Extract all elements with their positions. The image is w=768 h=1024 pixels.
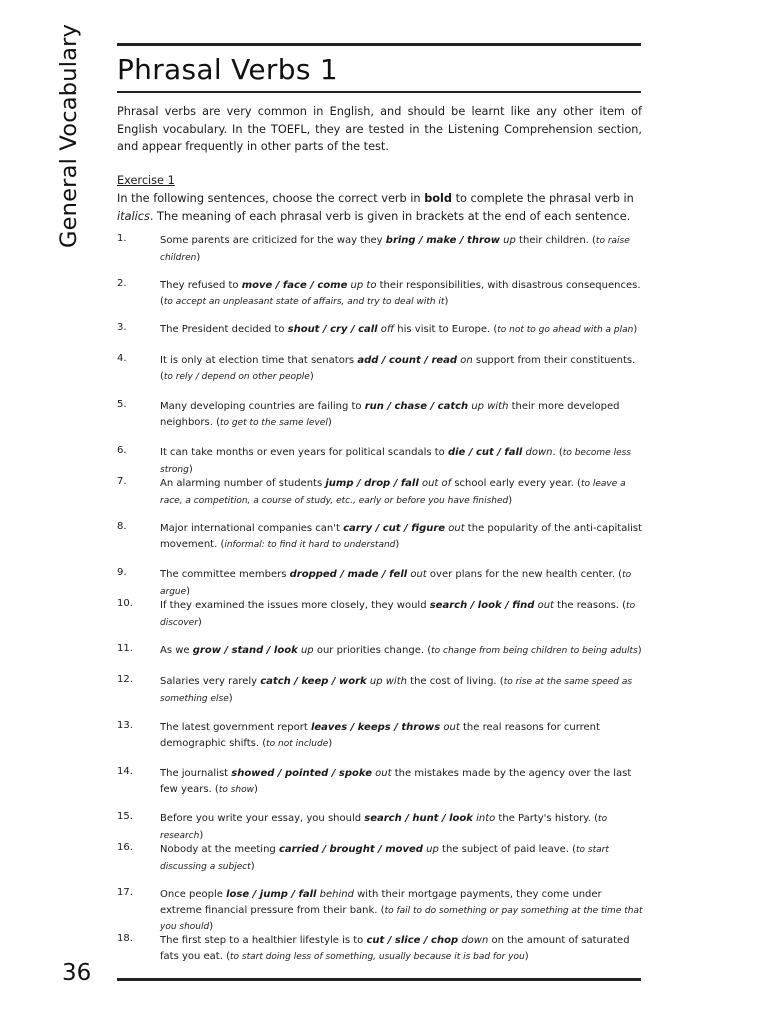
- item-sentence: [160, 567, 645, 600]
- particle: out: [371, 768, 392, 779]
- text-run: over plans for the new health center. (: [426, 569, 623, 580]
- meaning-gloss: informal: to find it hard to understand: [224, 539, 396, 550]
- item-number: 6.: [117, 445, 127, 456]
- text-run: ): [186, 585, 191, 597]
- text-run: with their mortgage payments, they come under extreme financial pressure from their bank. (: [160, 889, 602, 916]
- exercise-instructions: [117, 190, 657, 225]
- particle: out: [534, 600, 554, 611]
- text-run: their responsibilities, with disastrous consequences. (: [160, 280, 641, 307]
- item-sentence: [160, 766, 645, 798]
- item-number: 5.: [117, 399, 127, 410]
- meaning-gloss: to research: [160, 814, 608, 841]
- top-rule: [117, 43, 641, 46]
- verb-choices: bring / make / throw: [385, 235, 500, 246]
- particle: up: [422, 844, 439, 855]
- text-run: the subject of paid leave. (: [438, 844, 577, 855]
- meaning-gloss: to accept an unpleasant state of affairs, and try to deal with it: [163, 296, 445, 307]
- text-run: ): [395, 538, 400, 550]
- meaning-gloss: to get to the same level: [220, 417, 328, 428]
- meaning-gloss: to discover: [160, 601, 636, 628]
- meaning-gloss: to argue: [160, 570, 632, 597]
- meaning-gloss: to not include: [266, 738, 329, 749]
- verb-choices: cut / slice / chop: [366, 935, 459, 946]
- item-sentence: [160, 674, 645, 707]
- text-run: on the amount of saturated fats you eat. (: [160, 935, 630, 962]
- particle: on: [457, 355, 473, 366]
- text-run: . The meaning of each phrasal verb is given in brackets at the end of each sentence.: [149, 209, 631, 223]
- meaning-gloss: to leave a race, a competition, a course of study, etc., early or before you have finished: [160, 479, 626, 506]
- verb-choices: lose / jump / fall: [226, 889, 317, 900]
- particle: up with: [366, 676, 407, 687]
- item-number: 3.: [117, 322, 127, 333]
- meaning-gloss: to show: [218, 784, 254, 795]
- text-run: support from their constituents. (: [160, 355, 636, 382]
- text-run: As we: [160, 645, 193, 656]
- text-run: ): [253, 783, 258, 795]
- page-title: Phrasal Verbs 1: [117, 53, 339, 86]
- particle: out of: [418, 478, 452, 489]
- text-run: the popularity of the anti-capitalist movement. (: [160, 523, 643, 550]
- text-run: bold: [424, 192, 452, 205]
- verb-choices: jump / drop / fall: [325, 478, 419, 489]
- text-run: ): [188, 463, 193, 475]
- text-run: their more developed neighbors. (: [160, 401, 620, 428]
- side-section-title: General Vocabulary: [56, 23, 82, 248]
- text-run: the reasons. (: [553, 600, 627, 611]
- text-run: ): [250, 860, 255, 872]
- item-number: 1.: [117, 233, 127, 244]
- verb-choices: die / cut / fall: [447, 447, 523, 458]
- particle: up with: [468, 401, 509, 412]
- verb-choices: move / face / come: [241, 280, 348, 291]
- item-sentence: [160, 643, 645, 660]
- text-run: An alarming number of students: [160, 478, 326, 489]
- meaning-gloss: to fail to do something or pay something at the time that you should: [160, 905, 643, 932]
- item-number: 16.: [117, 842, 133, 853]
- verb-choices: add / count / read: [357, 355, 458, 366]
- particle: up: [297, 645, 314, 656]
- verb-choices: leaves / keeps / throws: [310, 722, 441, 733]
- verb-choices: search / look / find: [429, 600, 535, 611]
- text-run: our priorities change. (: [313, 645, 432, 656]
- text-run: ): [196, 251, 201, 263]
- text-run: It is only at election time that senators: [160, 355, 358, 366]
- text-run: The latest government report: [160, 722, 311, 733]
- text-run: school early every year. (: [451, 478, 581, 489]
- meaning-gloss: to not to go ahead with a plan: [497, 325, 634, 335]
- text-run: the cost of living. (: [406, 676, 504, 687]
- item-sentence: [160, 322, 645, 339]
- item-number: 14.: [117, 766, 133, 777]
- item-number: 17.: [117, 887, 133, 898]
- text-run: ): [209, 921, 214, 932]
- item-sentence: [160, 598, 645, 631]
- item-number: 7.: [117, 476, 127, 487]
- text-run: Some parents are criticized for the way they: [160, 235, 386, 246]
- item-sentence: [160, 278, 645, 310]
- text-run: ): [327, 416, 332, 428]
- text-run: They refused to: [160, 280, 242, 291]
- page-number: 36: [62, 960, 92, 986]
- meaning-gloss: to start discussing a subject: [160, 845, 609, 872]
- item-sentence: [160, 445, 645, 478]
- particle: out: [440, 722, 460, 733]
- title-rule: [117, 91, 641, 93]
- item-number: 9.: [117, 567, 127, 578]
- verb-choices: catch / keep / work: [260, 676, 367, 687]
- text-run: ): [633, 324, 638, 335]
- item-sentence: [160, 353, 645, 385]
- text-run: Before you write your essay, you should: [160, 813, 365, 824]
- particle: italics: [117, 209, 150, 223]
- item-number: 11.: [117, 643, 133, 654]
- text-run: Once people: [160, 889, 227, 900]
- item-number: 13.: [117, 720, 133, 731]
- text-run: Major international companies can't: [160, 523, 344, 534]
- text-run: ): [309, 370, 314, 382]
- item-sentence: [160, 811, 645, 844]
- text-run: If they examined the issues more closely, they would: [160, 600, 430, 611]
- intro-paragraph: Phrasal verbs are very common in English, and should be learnt like any other item of English vocabulary. In the TOEFL, they are tested in the Listening Comprehension section, and appear frequently in other parts of the test.: [117, 105, 642, 153]
- text-run: to complete the phrasal verb in: [452, 192, 634, 205]
- item-number: 8.: [117, 521, 127, 532]
- particle: into: [472, 813, 496, 824]
- text-run: ): [328, 737, 333, 749]
- text-run: Nobody at the meeting: [160, 844, 279, 855]
- item-sentence: [160, 521, 645, 553]
- particle: out: [445, 523, 465, 534]
- text-run: his visit to Europe. (: [394, 324, 498, 335]
- item-number: 15.: [117, 811, 133, 822]
- particle: up: [500, 235, 516, 246]
- text-run: ): [228, 692, 233, 704]
- text-run: ): [524, 950, 529, 962]
- text-run: the Party's history. (: [495, 813, 599, 824]
- particle: behind: [316, 889, 354, 900]
- meaning-gloss: to rise at the same speed as something else: [160, 677, 633, 704]
- text-run: The journalist: [160, 768, 232, 779]
- text-run: their children. (: [515, 235, 596, 246]
- meaning-gloss: to raise children: [160, 236, 630, 263]
- verb-choices: dropped / made / fell: [289, 569, 408, 580]
- verb-choices: run / chase / catch: [364, 401, 469, 412]
- text-run: In the following sentences, choose the correct verb in: [117, 192, 425, 205]
- verb-choices: carried / brought / moved: [278, 844, 423, 855]
- text-run: the mistakes made by the agency over the last few years. (: [160, 768, 632, 795]
- verb-choices: carry / cut / figure: [343, 523, 446, 534]
- exercise-heading: Exercise 1: [117, 174, 175, 187]
- item-sentence: [160, 399, 645, 431]
- bottom-rule: [117, 978, 641, 981]
- particle: down: [458, 935, 489, 946]
- particle: out: [407, 569, 427, 580]
- meaning-gloss: to change from being children to being adults: [431, 646, 638, 656]
- item-number: 12.: [117, 674, 133, 685]
- text-run: the real reasons for current demographic shifts. (: [160, 722, 600, 749]
- item-number: 2.: [117, 278, 127, 289]
- text-run: . (: [552, 447, 563, 458]
- verb-choices: grow / stand / look: [192, 645, 298, 656]
- text-run: The President decided to: [160, 324, 288, 335]
- text-run: ): [444, 295, 449, 307]
- particle: off: [377, 324, 395, 335]
- text-run: The first step to a healthier lifestyle is to: [160, 935, 367, 946]
- verb-choices: search / hunt / look: [364, 813, 473, 824]
- particle: up to: [347, 280, 377, 291]
- item-sentence: [160, 233, 645, 266]
- text-run: ): [197, 616, 202, 628]
- text-run: The committee members: [160, 569, 290, 580]
- text-run: ): [508, 494, 513, 506]
- text-run: It can take months or even years for political scandals to: [160, 447, 448, 458]
- item-number: 10.: [117, 598, 133, 609]
- text-run: Salaries very rarely: [160, 676, 261, 687]
- item-sentence: [160, 842, 645, 875]
- meaning-gloss: to start doing less of something, usually because it is bad for you: [229, 951, 525, 962]
- item-sentence: [160, 933, 645, 965]
- item-sentence: [160, 476, 645, 509]
- item-number: 4.: [117, 353, 127, 364]
- text-run: ): [637, 645, 642, 656]
- item-sentence: [160, 887, 645, 936]
- particle: down: [522, 447, 553, 458]
- item-sentence: [160, 720, 645, 752]
- meaning-gloss: to rely / depend on other people: [163, 371, 310, 382]
- verb-choices: showed / pointed / spoke: [231, 768, 372, 779]
- item-number: 18.: [117, 933, 133, 944]
- text-run: Many developing countries are failing to: [160, 401, 365, 412]
- meaning-gloss: to become less strong: [160, 448, 631, 475]
- text-run: ): [199, 829, 204, 841]
- verb-choices: shout / cry / call: [287, 324, 378, 335]
